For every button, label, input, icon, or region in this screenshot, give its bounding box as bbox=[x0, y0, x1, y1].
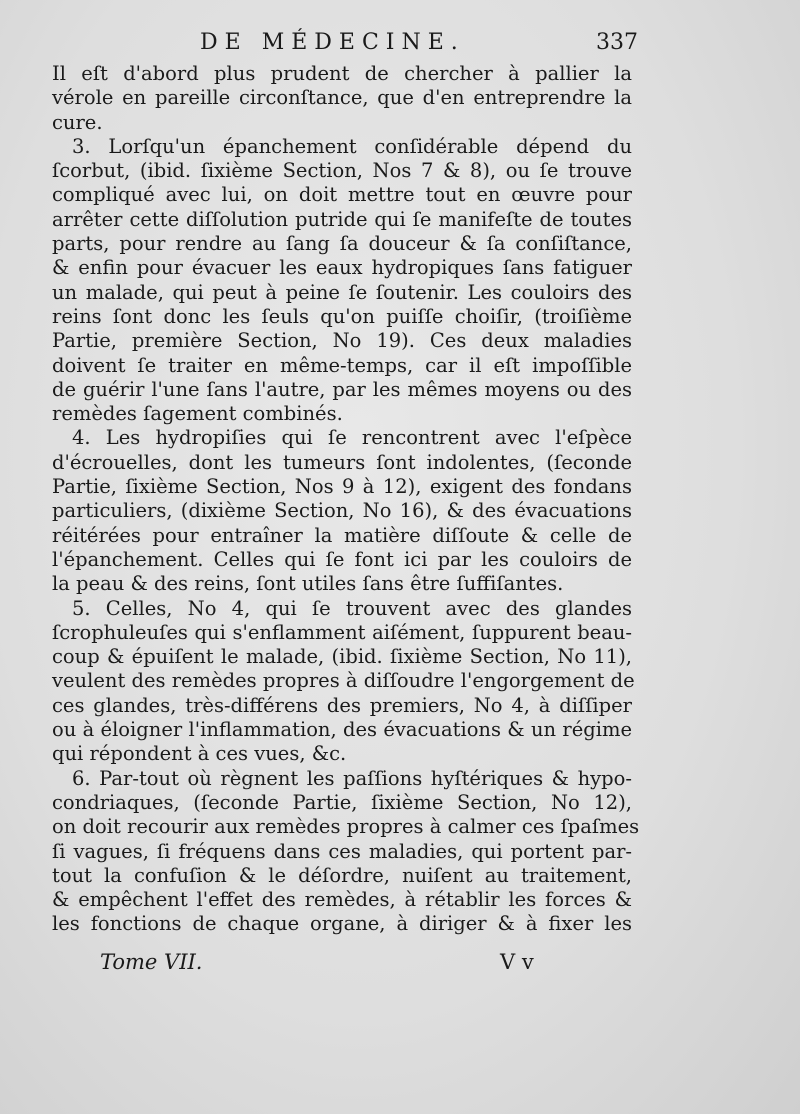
page-number: 337 bbox=[596, 30, 638, 55]
text-line: les fonctions de chaque organe, à diriger & à fixer les bbox=[52, 912, 632, 936]
running-title: DE MÉDECINE. bbox=[200, 30, 465, 55]
text-line: coup & épuiſent le malade, (ibid. ſixième Section, No 11), bbox=[52, 645, 632, 669]
text-line: un malade, qui peut à peine ſe ſoutenir. Les couloirs des bbox=[52, 280, 632, 304]
text-line: & enfin pour évacuer les eaux hydropiques ſans fatiguer bbox=[52, 256, 632, 280]
text-line: 6. Par-tout où règnent les paſſions hyſtériques & hypo- bbox=[72, 766, 632, 790]
text-line: Partie, première Section, No 19). Ces deux maladies bbox=[52, 329, 632, 353]
text-line: réitérées pour entraîner la matière diſſoute & celle de bbox=[52, 523, 632, 547]
text-line: Il eſt d'abord plus prudent de chercher à pallier la bbox=[52, 62, 632, 85]
text-line: doivent ſe traiter en même-temps, car il eſt impoſſible bbox=[52, 353, 632, 377]
text-line: compliqué avec lui, on doit mettre tout en œuvre pour bbox=[52, 183, 632, 207]
text-line: d'écrouelles, dont les tumeurs ſont indolentes, (ſeconde bbox=[52, 450, 632, 474]
text-line: ſcorbut, (ibid. ſixième Section, Nos 7 & 8), ou ſe trouve bbox=[52, 159, 632, 183]
text-line: cure. bbox=[52, 110, 103, 134]
text-line: qui répondent à ces vues, &c. bbox=[52, 742, 347, 766]
text-line: remèdes ſagement combinés. bbox=[52, 402, 343, 426]
volume-label: Tome VII. bbox=[100, 950, 203, 974]
text-line: 4. Les hydropiſies qui ſe rencontrent avec l'eſpèce bbox=[72, 426, 632, 450]
text-line: & empêchent l'effet des remèdes, à rétablir les forces & bbox=[52, 888, 632, 912]
text-line: arrêter cette diſſolution putride qui ſe manifeſte de toutes bbox=[52, 207, 632, 231]
text-line: ou à éloigner l'inflammation, des évacuations & un régime bbox=[52, 718, 632, 742]
text-line: reins ſont donc les ſeuls qu'on puiſſe choiſir, (troiſième bbox=[52, 304, 632, 328]
text-line: parts, pour rendre au ſang ſa douceur & ſa conſiſtance, bbox=[52, 232, 632, 256]
text-line: Partie, ſixième Section, Nos 9 à 12), exigent des fondans bbox=[52, 475, 632, 499]
text-line: la peau & des reins, ſont utiles ſans être ſuffiſantes. bbox=[52, 572, 564, 596]
text-line: l'épanchement. Celles qui ſe font ici par les couloirs de bbox=[52, 547, 632, 571]
text-line: particuliers, (dixième Section, No 16), & des évacuations bbox=[52, 499, 632, 523]
text-line: on doit recourir aux remèdes propres à calmer ces ſpaſmes bbox=[52, 815, 640, 839]
body-text bbox=[52, 62, 640, 937]
text-line: de guérir l'une ſans l'autre, par les mêmes moyens ou des bbox=[52, 377, 632, 401]
text-line: 5. Celles, No 4, qui ſe trouvent avec des glandes bbox=[72, 596, 632, 620]
text-line: ſi vagues, ſi fréquens dans ces maladies, qui portent par- bbox=[52, 839, 632, 863]
text-line: condriaques, (ſeconde Partie, ſixième Section, No 12), bbox=[52, 790, 632, 814]
text-line: ces glandes, très-différens des premiers, No 4, à diſſiper bbox=[52, 693, 632, 717]
text-line: 3. Lorſqu'un épanchement conſidérable dépend du bbox=[72, 134, 632, 158]
text-line: vérole en pareille circonſtance, que d'en entreprendre la bbox=[52, 86, 632, 110]
text-line: tout la confuſion & le déſordre, nuiſent au traitement, bbox=[52, 863, 632, 887]
signature-mark: V v bbox=[500, 950, 534, 974]
text-line: veulent des remèdes propres à diſſoudre l'engorgement de bbox=[52, 669, 635, 693]
text-line: ſcrophuleuſes qui s'enflamment aiſément, ſuppurent beau- bbox=[52, 620, 632, 644]
